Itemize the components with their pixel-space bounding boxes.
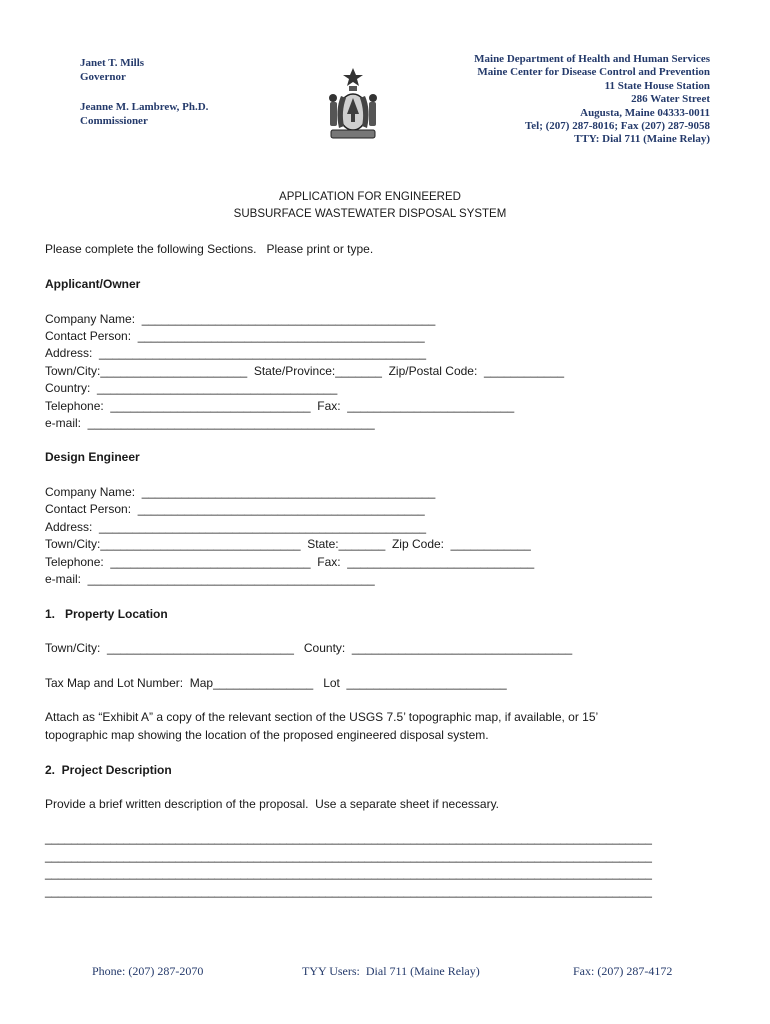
engineer-email-field[interactable]: e-mail: ___________________________________________: [45, 572, 375, 586]
agency-street: 286 Water Street: [631, 93, 710, 106]
exhibit-instruction-line1: Attach as “Exhibit A” a copy of the relevant section of the USGS 7.5’ topographic map, if available, or 15’: [45, 710, 599, 724]
maine-state-seal-icon: [313, 48, 377, 126]
engineer-telephone-fax-field[interactable]: Telephone: ______________________________ Fax: ____________________________: [45, 555, 535, 569]
engineer-town-state-zip-field[interactable]: Town/City:______________________________ State:_______ Zip Code: ____________: [45, 537, 531, 551]
applicant-address-field[interactable]: Address: _________________________________________________: [45, 346, 427, 360]
agency-tty: TTY: Dial 711 (Maine Relay): [574, 133, 710, 146]
exhibit-instruction-line2: topographic map showing the location of the proposed engineered disposal system.: [45, 728, 489, 742]
description-blank-line[interactable]: _____________________________________________________________________________________________: [45, 849, 652, 863]
applicant-telephone-fax-field[interactable]: Telephone: ______________________________ Fax: _________________________: [45, 399, 515, 413]
commissioner-name: Jeanne M. Lambrew, Ph.D.: [80, 101, 209, 113]
agency-address-block: [474, 53, 710, 147]
footer-tty: TYY Users: Dial 711 (Maine Relay): [302, 964, 480, 978]
agency-center: Maine Center for Disease Control and Prevention: [477, 66, 710, 79]
project-description-heading: 2. Project Description: [45, 763, 172, 777]
agency-city: Augusta, Maine 04333-0011: [580, 106, 710, 119]
agency-phone-fax: Tel; (207) 287-8016; Fax (207) 287-9058: [524, 120, 710, 133]
form-instructions: Please complete the following Sections. Please print or type.: [45, 242, 374, 256]
engineer-contact-field[interactable]: Contact Person: ___________________________________________: [45, 502, 425, 516]
applicant-contact-field[interactable]: Contact Person: ___________________________________________: [45, 329, 425, 343]
description-blank-line[interactable]: _____________________________________________________________________________________________: [45, 884, 652, 898]
description-blank-line[interactable]: _____________________________________________________________________________________________: [45, 831, 652, 845]
engineer-address-field[interactable]: Address: _________________________________________________: [45, 520, 427, 534]
applicant-town-state-zip-field[interactable]: Town/City:______________________ State/Province:_______ Zip/Postal Code: ____________: [45, 364, 565, 378]
officials-block: [80, 56, 208, 128]
project-description-prompt: Provide a brief written description of the proposal. Use a separate sheet if necessary.: [45, 797, 500, 811]
footer-fax: Fax: (207) 287-4172: [573, 964, 673, 978]
governor-title: Governor: [80, 71, 126, 83]
commissioner-title: Commissioner: [80, 115, 148, 127]
applicant-email-field[interactable]: e-mail: ___________________________________________: [45, 416, 375, 430]
applicant-company-field[interactable]: Company Name: ____________________________________________: [45, 312, 436, 326]
form-title-line2: SUBSURFACE WASTEWATER DISPOSAL SYSTEM: [233, 208, 507, 220]
form-title-line1: APPLICATION FOR ENGINEERED: [279, 191, 461, 203]
property-town-county-field[interactable]: Town/City: ____________________________ County: _________________________________: [45, 641, 573, 655]
agency-station: 11 State House Station: [604, 79, 710, 92]
engineer-company-field[interactable]: Company Name: ____________________________________________: [45, 485, 436, 499]
governor-name: Janet T. Mills: [80, 57, 145, 69]
footer-phone: Phone: (207) 287-2070: [92, 964, 204, 978]
applicant-country-field[interactable]: Country: ____________________________________: [45, 381, 338, 395]
agency-name: Maine Department of Health and Human Services: [474, 53, 710, 65]
applicant-heading: Applicant/Owner: [45, 277, 141, 291]
engineer-heading: Design Engineer: [45, 450, 140, 464]
property-tax-map-lot-field[interactable]: Tax Map and Lot Number: Map_______________ Lot ________________________: [45, 676, 507, 690]
description-blank-line[interactable]: _____________________________________________________________________________________________: [45, 866, 652, 880]
property-location-heading: 1. Property Location: [45, 607, 168, 621]
